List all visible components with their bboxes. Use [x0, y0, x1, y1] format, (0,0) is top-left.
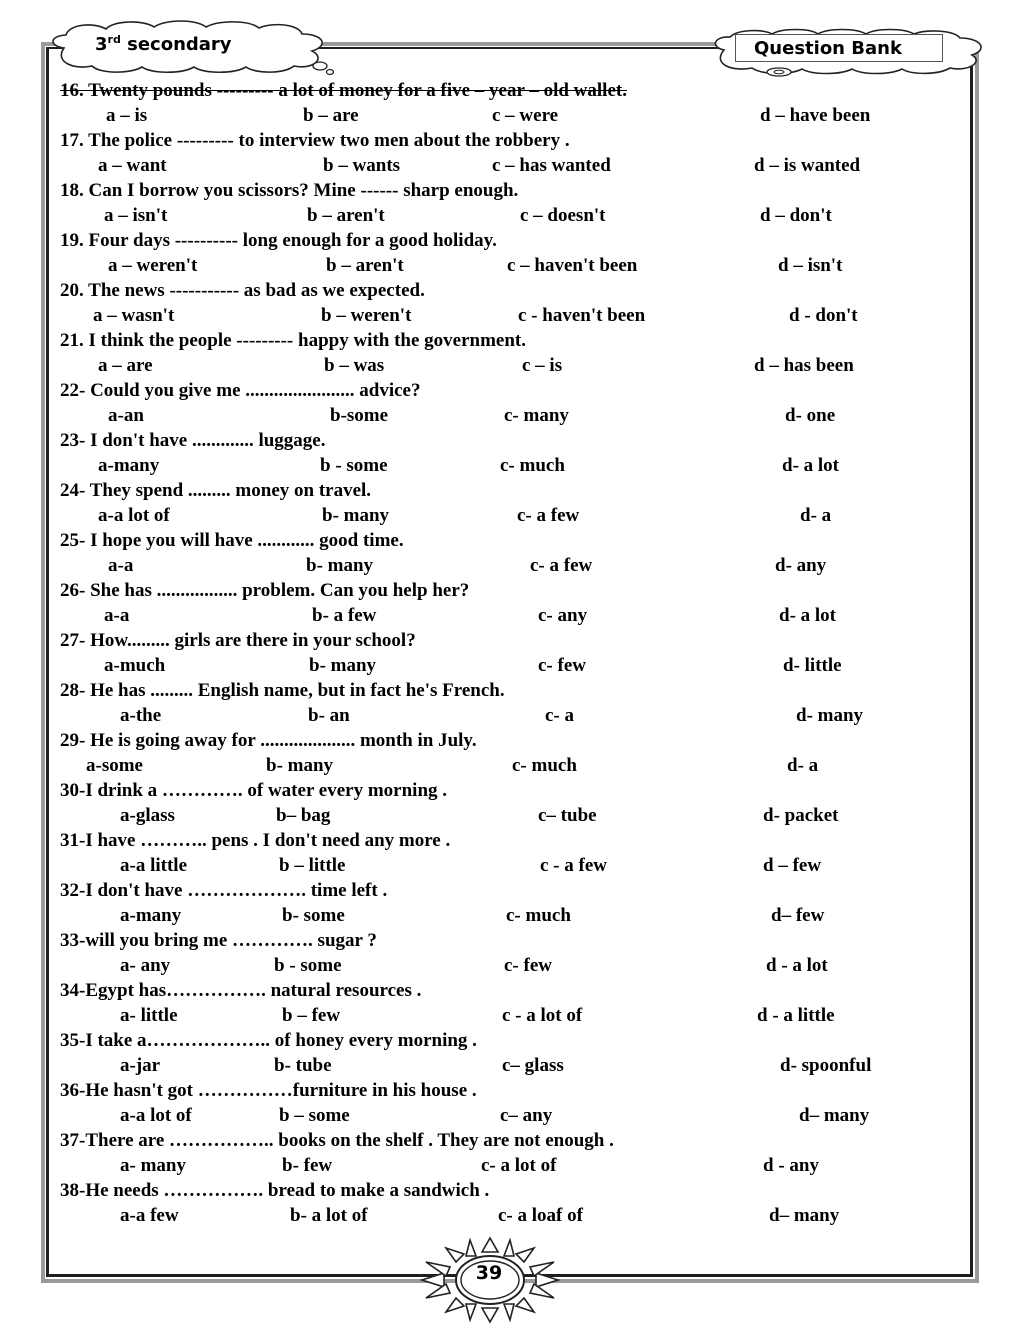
- option-c: c- a few: [530, 555, 593, 576]
- option-a: a-many: [120, 905, 182, 926]
- option-c: c - a few: [540, 855, 607, 876]
- options-row: [60, 1103, 960, 1128]
- options-row: [60, 103, 960, 128]
- option-b: b– bag: [276, 805, 331, 826]
- options-row: [60, 153, 960, 178]
- question-text: 29- He is going away for .................... month in July.: [60, 730, 477, 751]
- option-d: d - don't: [789, 305, 858, 326]
- options-row: [60, 853, 960, 878]
- option-b: b – aren't: [326, 255, 404, 276]
- option-a: a-some: [86, 755, 143, 776]
- option-b: b- many: [309, 655, 377, 676]
- option-d: d – don't: [760, 205, 832, 226]
- options-row: [60, 653, 960, 678]
- option-a: a-jar: [120, 1055, 161, 1076]
- question-text: 30-I drink a …………. of water every morning .: [60, 780, 448, 801]
- option-a: a-a: [104, 605, 130, 626]
- option-d: d- one: [785, 405, 836, 426]
- option-a: a-a lot of: [98, 505, 170, 526]
- option-a: a – is: [106, 105, 148, 126]
- question-text: 34-Egypt has……………. natural resources .: [60, 980, 422, 1001]
- option-c: c – doesn't: [520, 205, 606, 226]
- question-text: 24- They spend ......... money on travel.: [60, 480, 372, 501]
- option-a: a-the: [120, 705, 162, 726]
- question-text: 36-He hasn't got ……………furniture in his house .: [60, 1080, 477, 1101]
- options-row: [60, 453, 960, 478]
- question-text: 19. Four days ---------- long enough for a good holiday.: [60, 230, 497, 251]
- option-a: a-many: [98, 455, 160, 476]
- question-text: 38-He needs ……………. bread to make a sandwich .: [60, 1180, 490, 1201]
- options-row: [60, 303, 960, 328]
- question-text: 21. I think the people --------- happy with the government.: [60, 330, 527, 351]
- option-c: c - haven't been: [518, 305, 646, 326]
- option-d: d- packet: [763, 805, 839, 826]
- options-row: [60, 253, 960, 278]
- option-b: b – was: [324, 355, 385, 376]
- option-d: d – is wanted: [754, 155, 861, 176]
- option-b: b- an: [308, 705, 350, 726]
- option-c: c- few: [538, 655, 586, 676]
- option-d: d- a: [787, 755, 819, 776]
- option-d: d- any: [775, 555, 827, 576]
- options-row: [60, 1003, 960, 1028]
- page-number: 39: [475, 1262, 503, 1284]
- option-a: a- any: [120, 955, 171, 976]
- option-c: c - a lot of: [502, 1005, 583, 1026]
- page-title: Question Bank: [754, 38, 902, 59]
- option-b: b – little: [279, 855, 346, 876]
- options-row: [60, 753, 960, 778]
- options-row: [60, 903, 960, 928]
- option-b: b – few: [282, 1005, 341, 1026]
- option-a: a-an: [108, 405, 144, 426]
- question-text: 18. Can I borrow you scissors? Mine ------ sharp enough.: [60, 180, 519, 201]
- question-text: 22- Could you give me ....................... advice?: [60, 380, 421, 401]
- option-d: d– many: [769, 1205, 840, 1226]
- options-row: [60, 503, 960, 528]
- options-row: [60, 603, 960, 628]
- options-row: [60, 1053, 960, 1078]
- option-c: c- any: [538, 605, 588, 626]
- question-text: 26- She has ................. problem. Can you help her?: [60, 580, 470, 601]
- option-b: b-some: [330, 405, 389, 426]
- option-a: a-a: [108, 555, 134, 576]
- option-c: c– tube: [538, 805, 597, 826]
- option-d: d - a little: [757, 1005, 835, 1026]
- option-b: b – are: [303, 105, 359, 126]
- option-c: c- much: [506, 905, 571, 926]
- options-row: [60, 353, 960, 378]
- question-text: 27- How......... girls are there in your school?: [60, 630, 416, 651]
- option-d: d- a lot: [779, 605, 836, 626]
- option-a: a-a few: [120, 1205, 179, 1226]
- option-c: c- many: [504, 405, 569, 426]
- option-a: a – want: [98, 155, 167, 176]
- option-b: b – aren't: [307, 205, 385, 226]
- option-c: c- a loaf of: [498, 1205, 583, 1226]
- question-text: 37-There are …………….. books on the shelf . They are not enough .: [60, 1130, 614, 1151]
- option-a: a-glass: [120, 805, 175, 826]
- option-a: a – are: [98, 355, 153, 376]
- option-d: d - a lot: [766, 955, 828, 976]
- option-c: c- much: [500, 455, 565, 476]
- option-d: d- spoonful: [780, 1055, 872, 1076]
- option-d: d- little: [783, 655, 842, 676]
- option-c: c – is: [522, 355, 563, 376]
- option-d: d- a: [800, 505, 832, 526]
- option-c: c- a: [545, 705, 575, 726]
- option-b: b- a few: [312, 605, 377, 626]
- option-d: d - any: [763, 1155, 819, 1176]
- options-row: [60, 1153, 960, 1178]
- option-d: d– few: [771, 905, 825, 926]
- option-a: a-much: [104, 655, 166, 676]
- question-text: 17. The police --------- to interview two men about the robbery .: [60, 130, 570, 151]
- option-b: b- a lot of: [290, 1205, 368, 1226]
- level-label: 3rd secondary: [95, 33, 232, 55]
- option-c: c – haven't been: [507, 255, 638, 276]
- option-b: b- some: [282, 905, 345, 926]
- question-text: 23- I don't have ............. luggage.: [60, 430, 326, 451]
- option-a: a-a lot of: [120, 1105, 192, 1126]
- option-b: b – weren't: [321, 305, 412, 326]
- options-row: [60, 1203, 960, 1228]
- question-text: 35-I take a……………….. of honey every morning .: [60, 1030, 477, 1051]
- option-b: b- many: [322, 505, 390, 526]
- question-text: 16. Twenty pounds --------- a lot of money for a five – year – old wallet.: [60, 80, 627, 101]
- option-d: d – have been: [760, 105, 871, 126]
- option-a: a- little: [120, 1005, 178, 1026]
- option-a: a – isn't: [104, 205, 168, 226]
- option-b: b- few: [282, 1155, 333, 1176]
- option-a: a-a little: [120, 855, 188, 876]
- option-c: c– any: [500, 1105, 553, 1126]
- option-c: c- few: [504, 955, 552, 976]
- option-d: d – isn't: [778, 255, 843, 276]
- option-d: d – has been: [754, 355, 854, 376]
- options-row: [60, 953, 960, 978]
- options-row: [60, 803, 960, 828]
- question-text: 31-I have ……….. pens . I don't need any more .: [60, 830, 451, 851]
- option-b: b- many: [306, 555, 374, 576]
- option-d: d- many: [796, 705, 864, 726]
- option-c: c – has wanted: [492, 155, 611, 176]
- option-b: b – wants: [323, 155, 401, 176]
- option-b: b – some: [279, 1105, 350, 1126]
- options-row: [60, 203, 960, 228]
- question-text: 20. The news ----------- as bad as we expected.: [60, 280, 425, 301]
- option-c: c– glass: [502, 1055, 564, 1076]
- option-b: b- tube: [274, 1055, 332, 1076]
- option-d: d– many: [799, 1105, 870, 1126]
- question-text: 32-I don't have ………………. time left .: [60, 880, 388, 901]
- option-c: c- a few: [517, 505, 580, 526]
- option-a: a – wasn't: [93, 305, 175, 326]
- question-text: 28- He has ......... English name, but in fact he's French.: [60, 680, 505, 701]
- option-b: b - some: [274, 955, 342, 976]
- option-a: a – weren't: [108, 255, 198, 276]
- option-c: c – were: [492, 105, 559, 126]
- question-text: 33-will you bring me …………. sugar ?: [60, 930, 377, 951]
- question-text: 25- I hope you will have ............ good time.: [60, 530, 404, 551]
- option-a: a- many: [120, 1155, 186, 1176]
- options-row: [60, 553, 960, 578]
- options-row: [60, 403, 960, 428]
- option-c: c- a lot of: [481, 1155, 557, 1176]
- option-c: c- much: [512, 755, 577, 776]
- options-row: [60, 703, 960, 728]
- option-b: b - some: [320, 455, 388, 476]
- option-d: d- a lot: [782, 455, 839, 476]
- question-list: [60, 78, 960, 1228]
- option-d: d – few: [763, 855, 822, 876]
- option-b: b- many: [266, 755, 334, 776]
